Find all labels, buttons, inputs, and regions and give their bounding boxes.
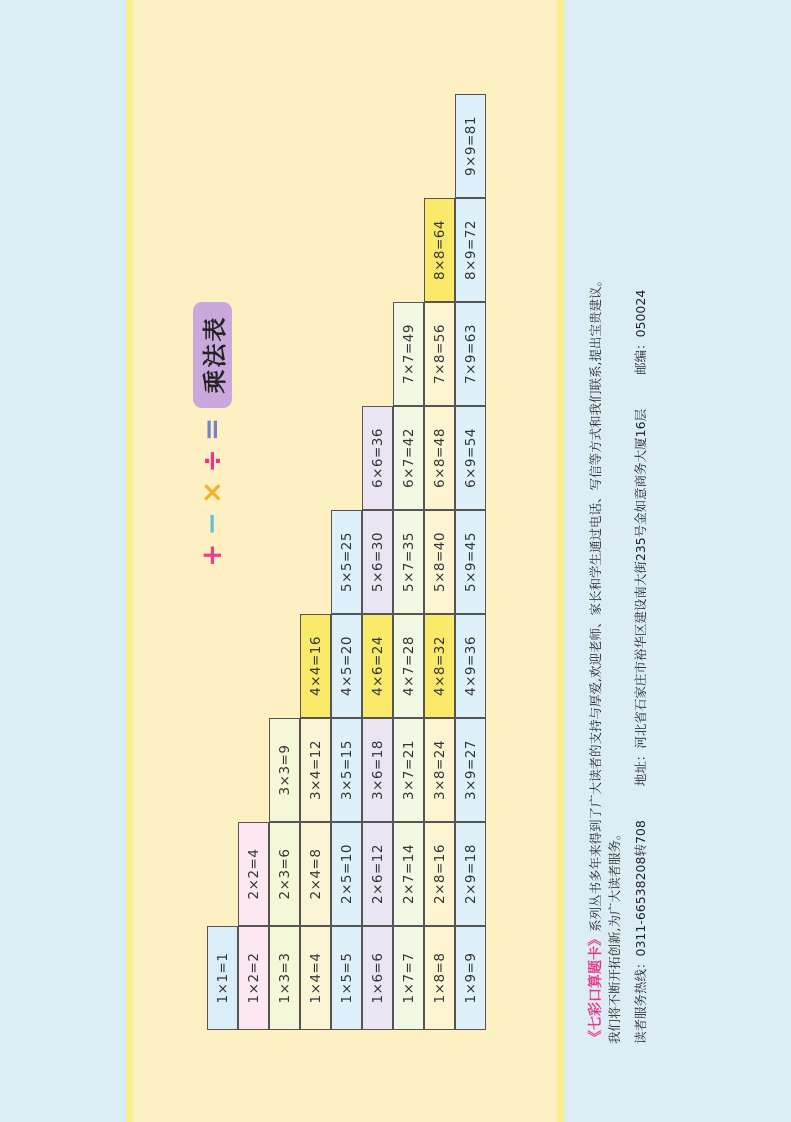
table-cell: 1×7=7 [393,926,424,1030]
table-cell: 2×4=8 [300,822,331,926]
table-cell: 3×3=9 [269,718,300,822]
table-cell: 9×9=81 [455,94,486,198]
table-cell: 3×6=18 [362,718,393,822]
table-cell: 8×8=64 [424,198,455,302]
footer-line-2: 我们将不断开拓创新,为广大读者服务。 [607,827,622,1044]
table-cell: 1×9=9 [455,926,486,1030]
table-cell: 2×2=4 [238,822,269,926]
table-cell: 1×4=4 [300,926,331,1030]
table-cell: 2×7=14 [393,822,424,926]
table-cell: 1×6=6 [362,926,393,1030]
table-cell: 5×5=25 [331,510,362,614]
table-cell: 3×8=24 [424,718,455,822]
table-cell: 6×7=42 [393,406,424,510]
table-cell: 4×8=32 [424,614,455,718]
table-cell: 4×6=24 [362,614,393,718]
table-cell: 6×9=54 [455,406,486,510]
page-title: 乘法表 [193,302,232,408]
table-cell: 4×5=20 [331,614,362,718]
title-group [192,302,232,567]
table-cell: 1×5=5 [331,926,362,1030]
footer-contact-line [631,290,649,1044]
table-cell: 1×2=2 [238,926,269,1030]
equals-sign-icon: = [195,417,228,442]
table-cell: 6×6=36 [362,406,393,510]
table-cell: 4×4=16 [300,614,331,718]
divide-sign-icon: ÷ [195,449,228,473]
hotline: 读者服务热线：0311-66538208转708 [633,820,648,1044]
table-cell: 5×7=35 [393,510,424,614]
table-cell: 3×5=15 [331,718,362,822]
table-cell: 3×4=12 [300,718,331,822]
table-cell: 1×3=3 [269,926,300,1030]
table-cell: 2×6=12 [362,822,393,926]
plus-sign-icon: + [195,543,228,567]
table-cell: 2×8=16 [424,822,455,926]
table-cell: 7×7=49 [393,302,424,406]
times-sign-icon: × [195,480,228,505]
postcode: 邮编：050024 [633,289,648,375]
table-cell: 7×8=56 [424,302,455,406]
table-cell: 5×6=30 [362,510,393,614]
table-cell: 2×3=6 [269,822,300,926]
table-cell: 4×7=28 [393,614,424,718]
footer-line-1-text: 系列丛书多年来得到了广大读者的支持与厚爱,欢迎老师、家长和学生通过电话、写信等方式和我们联系,提出宝贵建议。 [588,274,603,932]
minus-sign-icon: − [195,512,228,536]
table-cell: 4×9=36 [455,614,486,718]
table-cell: 3×7=21 [393,718,424,822]
table-cell: 3×9=27 [455,718,486,822]
table-cell: 1×1=1 [207,926,238,1030]
table-cell: 1×8=8 [424,926,455,1030]
table-cell: 5×8=40 [424,510,455,614]
table-cell: 2×5=10 [331,822,362,926]
footer-line-1 [585,274,605,1044]
table-cell: 5×9=45 [455,510,486,614]
table-cell: 2×9=18 [455,822,486,926]
brand-name: 《七彩口算题卡》 [588,932,604,1044]
table-cell: 8×9=72 [455,198,486,302]
table-cell: 6×8=48 [424,406,455,510]
table-cell: 7×9=63 [455,302,486,406]
address: 地址：河北省石家庄市裕华区建设南大街235号金如意商务大厦16层 [633,408,648,787]
